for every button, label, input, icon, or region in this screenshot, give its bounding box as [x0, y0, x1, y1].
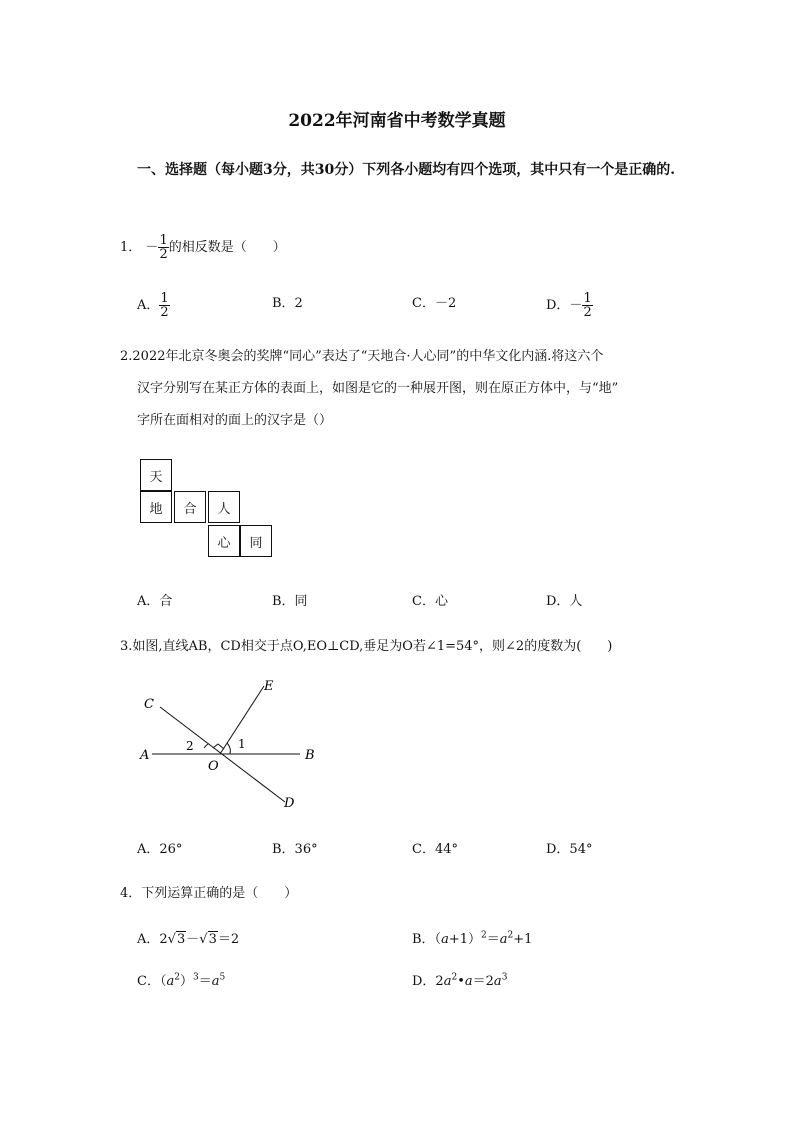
- q4-option-c: C．$(a^2)^3=a^5$: [137, 972, 226, 989]
- q3-option-c: C．44°: [412, 842, 458, 857]
- q1-option-d: D．－ $\frac{1}{2}$: [546, 291, 592, 320]
- label-a: A: [140, 748, 150, 763]
- label-e: E: [264, 679, 274, 694]
- angle-1-arc: [227, 743, 230, 754]
- net-cell-di: 地: [140, 491, 172, 523]
- q1-suffix: 的相反数是（ ）: [168, 240, 286, 255]
- label-angle-2: 2: [186, 739, 194, 753]
- page-title: 2022年河南省中考数学真题: [288, 111, 506, 131]
- net-cell-xin: 心: [208, 525, 240, 557]
- net-cell-he: 合: [174, 491, 206, 523]
- q2-line-3: 字所在面相对的面上的汉字是（）: [137, 413, 333, 428]
- q1-number: 1．: [120, 240, 142, 255]
- q2-option-b: B．同: [272, 594, 308, 609]
- q1-fraction: $\frac{1}{2}$: [159, 233, 168, 262]
- q1-option-a: A． $\frac{1}{2}$: [137, 291, 169, 320]
- q1-option-b: B．2: [272, 296, 303, 311]
- q3-option-d: D．54°: [546, 842, 593, 857]
- q1-option-c: C．－2: [412, 296, 457, 311]
- angle-2-arc: [204, 744, 208, 748]
- q2-line-2: 汉字分别写在某正方体的表面上，如图是它的一种展开图，则在原正方体中，与“地”: [137, 381, 619, 396]
- q3-text: 3.如图,直线AB，CD相交于点O,EO⊥CD,垂足为O若∠1=54°，则∠2的度数为( ): [120, 639, 613, 654]
- net-cell-tong: 同: [240, 525, 272, 557]
- net-cell-tian: 天: [140, 459, 172, 491]
- q2-option-d: D．人: [546, 594, 583, 609]
- q3-option-a: A．26°: [137, 842, 183, 857]
- q2-option-c: C．心: [412, 594, 448, 609]
- q4-text: 4．下列运算正确的是（ ）: [120, 886, 298, 901]
- q1-prefix: －: [145, 240, 159, 255]
- label-o: O: [208, 759, 219, 774]
- question-1: [120, 234, 286, 261]
- q3-figure: [130, 672, 330, 812]
- q4-option-a: A．2√3－√3＝2: [137, 932, 240, 947]
- q4-option-d: D．$2a^2•a=2a^3$: [412, 972, 508, 989]
- label-b: B: [305, 748, 315, 763]
- label-angle-1: 1: [238, 737, 246, 751]
- label-c: C: [144, 697, 154, 712]
- q2-option-a: A．合: [137, 594, 173, 609]
- q3-option-b: B．36°: [272, 842, 318, 857]
- q2-line-1: 2.2022年北京冬奥会的奖牌“同心”表达了“天地合·人心同”的中华文化内涵.将这六个: [120, 349, 604, 364]
- section-header: 一、选择题（每小题3分，共30分）下列各小题均有四个选项，其中只有一个是正确的.: [137, 162, 676, 178]
- q4-option-b: B．$(a+1)^2=a^2+1$: [412, 930, 533, 947]
- label-d: D: [284, 796, 295, 811]
- net-cell-ren: 人: [208, 491, 240, 523]
